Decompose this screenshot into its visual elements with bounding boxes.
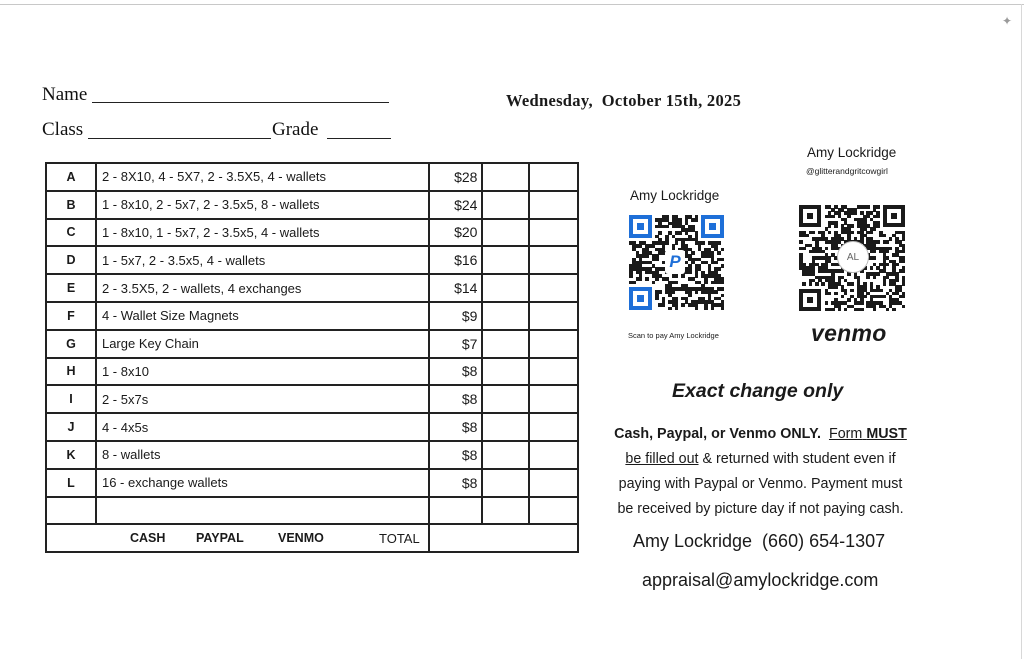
qr-module [886,308,890,312]
qr-module [675,274,679,278]
qr-module [717,251,721,255]
qr-module [672,290,676,294]
qr-module [854,211,858,215]
package-row [46,385,578,413]
qr-module [873,250,877,254]
package-description: 2 - 8X10, 4 - 5X7, 2 - 3.5X5, 4 - wallets [96,163,429,191]
qr-module [639,277,643,281]
package-price: $7 [429,330,483,358]
package-code: A [46,163,96,191]
package-quantity-cell[interactable] [482,219,528,247]
package-description: 4 - Wallet Size Magnets [96,302,429,330]
package-quantity-cell[interactable] [482,330,528,358]
payment-total-row [46,524,578,552]
qr-finder-center [807,213,813,219]
qr-module [889,247,893,251]
qr-module [812,231,816,235]
qr-module [802,247,806,251]
venmo-wordmark-logo: venmo [811,320,887,346]
qr-module [883,282,887,286]
blank-desc-cell[interactable] [96,497,429,525]
qr-module [828,224,832,228]
package-row [46,330,578,358]
qr-module [873,227,877,231]
package-row [46,358,578,386]
qr-module [711,307,715,311]
qr-module [834,285,838,289]
package-quantity-cell[interactable] [482,358,528,386]
qr-module [828,292,832,296]
paypal-payee-name: Amy Lockridge [630,188,720,203]
qr-module [850,282,854,286]
qr-module [825,301,829,305]
qr-finder-center [709,223,716,230]
package-code: D [46,246,96,274]
qr-module [873,308,877,312]
paypal-option[interactable]: PAYPAL [196,531,244,546]
qr-module [889,237,893,241]
package-description: 1 - 8x10, 2 - 5x7, 2 - 3.5x5, 8 - wallets [96,191,429,219]
payment-methods-text: Cash, Paypal, or Venmo ONLY. [614,426,822,442]
qr-module [665,241,669,245]
package-description: 2 - 3.5X5, 2 - wallets, 4 exchanges [96,274,429,302]
qr-finder-center [891,213,897,219]
cash-option[interactable]: CASH [130,531,166,546]
qr-module [902,282,906,286]
qr-module [892,308,896,312]
package-description: 16 - exchange wallets [96,469,429,497]
venmo-option[interactable]: VENMO [278,531,324,546]
scan-right-edge [1021,4,1022,659]
qr-module [721,258,725,262]
package-price: $8 [429,469,483,497]
qr-module [834,224,838,228]
qr-module [632,281,636,285]
package-code: G [46,330,96,358]
qr-module [838,308,842,312]
qr-module [850,289,854,293]
payment-instructions [598,422,923,522]
package-amount-cell[interactable] [529,274,578,302]
deadline-text: be received by picture day if not paying cash. [617,501,904,517]
blank-code-cell [46,497,96,525]
qr-module [658,231,662,235]
qr-module [655,297,659,301]
qr-module [876,224,880,228]
package-amount-cell[interactable] [529,330,578,358]
total-amount-cell[interactable] [429,524,578,552]
package-row [46,219,578,247]
paypal-scan-caption: Scan to pay Amy Lockridge [628,331,719,340]
qr-module [668,307,672,311]
package-amount-cell[interactable] [529,219,578,247]
package-description: 2 - 5x7s [96,385,429,413]
package-row [46,274,578,302]
package-description: 4 - 4x5s [96,413,429,441]
must-text: MUST [866,426,907,442]
package-code: F [46,302,96,330]
qr-finder-pattern [799,289,821,311]
payment-method-cell [46,524,429,552]
package-quantity-cell[interactable] [482,413,528,441]
paypal-logo-icon: P [665,250,685,274]
qr-module [866,276,870,280]
qr-module [681,274,685,278]
package-row [46,191,578,219]
qr-module [844,292,848,296]
package-price: $20 [429,219,483,247]
package-price: $28 [429,163,483,191]
qr-module [876,205,880,209]
qr-finder-center [637,223,644,230]
qr-module [721,287,725,291]
form-text: Form [828,426,863,442]
contact-email[interactable]: appraisal@amylockridge.com [642,570,879,590]
qr-module [902,250,906,254]
qr-module [652,281,656,285]
package-code: L [46,469,96,497]
package-quantity-cell[interactable] [482,274,528,302]
qr-module [688,271,692,275]
package-order-table [45,162,579,553]
qr-module [645,254,649,258]
qr-module [721,281,725,285]
qr-module [675,241,679,245]
package-price: $24 [429,191,483,219]
qr-finder-pattern [883,205,905,227]
qr-module [841,295,845,299]
package-quantity-cell[interactable] [482,385,528,413]
total-label: TOTAL [379,530,420,546]
package-amount-cell[interactable] [529,302,578,330]
qr-module [701,241,705,245]
venmo-payee-name: Amy Lockridge [807,145,897,160]
package-code: K [46,441,96,469]
qr-module [717,241,721,245]
qr-module [821,282,825,286]
package-row [46,413,578,441]
qr-module [860,301,864,305]
qr-module [866,205,870,209]
qr-module [695,274,699,278]
qr-module [883,234,887,238]
grade-label: Grade [272,119,319,140]
package-amount-cell[interactable] [529,413,578,441]
qr-module [717,267,721,271]
qr-module [850,224,854,228]
qr-module [802,282,806,286]
package-price: $8 [429,385,483,413]
exact-change-heading: Exact change only [672,380,844,402]
venmo-handle: @glitterandgritcowgirl [806,166,888,176]
filled-out-text: be filled out [625,451,699,467]
qr-module [805,234,809,238]
package-quantity-cell[interactable] [482,191,528,219]
blank-price-cell [429,497,483,525]
qr-module [902,260,906,264]
package-code: I [46,385,96,413]
qr-module [825,247,829,251]
qr-finder-pattern [701,215,724,238]
qr-module [902,237,906,241]
qr-module [902,269,906,273]
qr-module [886,240,890,244]
qr-module [704,307,708,311]
package-price: $8 [429,441,483,469]
name-field[interactable] [92,102,389,103]
qr-module [681,303,685,307]
qr-module [876,272,880,276]
qr-module [863,295,867,299]
qr-module [886,263,890,267]
qr-module [809,282,813,286]
package-amount-cell[interactable] [529,358,578,386]
qr-module [860,308,864,312]
order-date: Wednesday, October 15th, 2025 [506,91,742,110]
package-quantity-cell[interactable] [482,246,528,274]
qr-finder-pattern [629,287,652,310]
qr-module [714,290,718,294]
qr-module [695,290,699,294]
qr-module [850,231,854,235]
qr-module [831,308,835,312]
qr-module [662,303,666,307]
qr-module [629,274,633,278]
package-row [46,469,578,497]
blank-row [46,497,578,525]
qr-module [655,258,659,262]
qr-module [721,294,725,298]
package-code: C [46,219,96,247]
package-code: E [46,274,96,302]
package-amount-cell[interactable] [529,163,578,191]
qr-finder-center [637,295,644,302]
package-code: B [46,191,96,219]
package-description: 1 - 8x10, 1 - 5x7, 2 - 3.5x5, 4 - wallets [96,219,429,247]
qr-module [675,307,679,311]
qr-finder-center [807,297,813,303]
qr-module [799,240,803,244]
package-price: $9 [429,302,483,330]
package-description: Large Key Chain [96,330,429,358]
returned-text: & returned with student even if [698,451,896,467]
qr-module [870,266,874,270]
qr-module [895,263,899,267]
package-quantity-cell[interactable] [482,163,528,191]
qr-module [665,225,669,229]
qr-module [847,298,851,302]
qr-finder-pattern [799,205,821,227]
package-row [46,302,578,330]
qr-module [721,264,725,268]
qr-module [870,231,874,235]
package-code: H [46,358,96,386]
paying-text: paying with Paypal or Venmo. Payment must [618,476,903,492]
package-row [46,163,578,191]
qr-module [876,240,880,244]
package-price: $8 [429,358,483,386]
grade-field[interactable] [327,138,391,139]
package-amount-cell[interactable] [529,246,578,274]
qr-module [831,215,835,219]
package-quantity-cell[interactable] [482,441,528,469]
qr-module [879,289,883,293]
package-amount-cell[interactable] [529,191,578,219]
package-description: 1 - 8x10 [96,358,429,386]
qr-module [688,294,692,298]
qr-module [847,215,851,219]
name-label: Name [42,84,88,105]
package-description: 1 - 5x7, 2 - 3.5x5, 4 - wallets [96,246,429,274]
qr-module [645,277,649,281]
class-field[interactable] [88,138,271,139]
package-amount-cell[interactable] [529,441,578,469]
contact-name-phone: Amy Lockridge (660) 654-1307 [633,531,886,551]
qr-module [695,218,699,222]
venmo-avatar-badge: AL [837,241,869,273]
package-row [46,246,578,274]
qr-module [873,276,877,280]
package-code: J [46,413,96,441]
qr-module [876,215,880,219]
blank-qty-cell[interactable] [482,497,528,525]
blank-amount-cell[interactable] [529,497,578,525]
package-description: 8 - wallets [96,441,429,469]
qr-module [675,281,679,285]
qr-finder-pattern [629,215,652,238]
package-amount-cell[interactable] [529,469,578,497]
qr-module [678,231,682,235]
qr-module [886,250,890,254]
qr-module [844,308,848,312]
qr-module [828,231,832,235]
class-label: Class [42,119,84,140]
qr-module [847,272,851,276]
qr-module [883,295,887,299]
package-amount-cell[interactable] [529,385,578,413]
package-quantity-cell[interactable] [482,469,528,497]
qr-module [714,261,718,265]
qr-module [721,248,725,252]
qr-module [655,277,659,281]
qr-module [815,282,819,286]
qr-module [695,307,699,311]
package-price: $8 [429,413,483,441]
qr-module [895,279,899,283]
scan-artifact-icon: ✦ [1001,14,1012,28]
package-price: $16 [429,246,483,274]
qr-module [902,295,906,299]
qr-module [834,292,838,296]
qr-module [902,305,906,309]
qr-module [873,256,877,260]
qr-module [704,281,708,285]
qr-module [691,251,695,255]
package-quantity-cell[interactable] [482,302,528,330]
qr-module [658,290,662,294]
scan-top-edge [0,4,1024,5]
package-row [46,441,578,469]
qr-module [721,307,725,311]
package-price: $14 [429,274,483,302]
